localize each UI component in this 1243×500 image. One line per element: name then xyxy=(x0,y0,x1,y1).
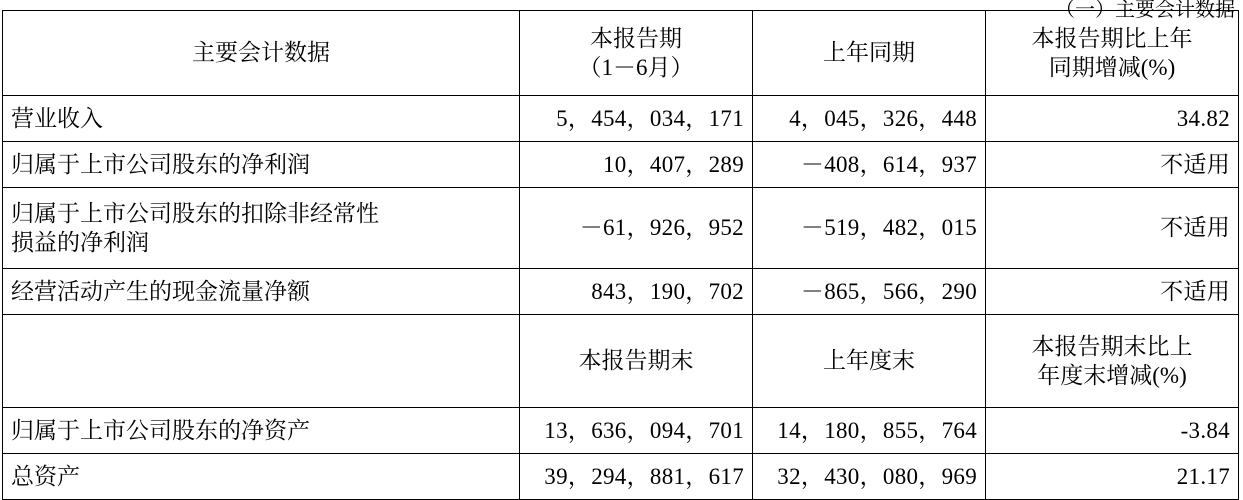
row-change-deducted-net-profit: 不适用 xyxy=(986,188,1239,269)
header-current-endperiod: 本报告期末 xyxy=(520,315,753,408)
financial-data-table xyxy=(2,10,1239,500)
row-prior-revenue: 4，045，326，448 xyxy=(753,96,986,142)
header-change-endperiod-line1: 本报告期末比上 xyxy=(1031,333,1193,359)
header-change-period-line2: 同期增减(%) xyxy=(1048,55,1176,80)
table-row xyxy=(3,408,1239,454)
header-endperiod-blank xyxy=(3,315,520,408)
row-prior-deducted-net-profit: －519，482，015 xyxy=(753,188,986,269)
row-label-deducted-net-profit xyxy=(3,188,520,269)
row-label-net-assets: 归属于上市公司股东的净资产 xyxy=(3,408,520,454)
row-prior-net-profit: －408，614，937 xyxy=(753,142,986,188)
table-row xyxy=(3,188,1239,269)
row-label-total-assets: 总资产 xyxy=(3,454,520,500)
table-header-row-period xyxy=(3,11,1239,96)
row-prior-net-assets: 14，180，855，764 xyxy=(753,408,986,454)
header-current-period-line2: （1－6月） xyxy=(578,55,694,80)
row-current-deducted-net-profit: －61，926，952 xyxy=(520,188,753,269)
row-prior-total-assets: 32，430，080，969 xyxy=(753,454,986,500)
table-row xyxy=(3,454,1239,500)
row-label-deducted-net-profit-line1: 归属于上市公司股东的扣除非经常性 xyxy=(11,200,379,226)
header-change-period xyxy=(986,11,1239,96)
row-change-operating-cashflow: 不适用 xyxy=(986,269,1239,315)
header-change-period-line1: 本报告期比上年 xyxy=(1031,25,1193,51)
row-label-net-profit: 归属于上市公司股东的净利润 xyxy=(3,142,520,188)
row-current-operating-cashflow: 843，190，702 xyxy=(520,269,753,315)
row-label-revenue: 营业收入 xyxy=(3,96,520,142)
header-prior-period: 上年同期 xyxy=(753,11,986,96)
row-current-revenue: 5，454，034，171 xyxy=(520,96,753,142)
table-row xyxy=(3,269,1239,315)
row-change-revenue: 34.82 xyxy=(986,96,1239,142)
section-heading: （一）主要会计数据 xyxy=(1055,0,1235,21)
table-row xyxy=(3,96,1239,142)
row-label-deducted-net-profit-line2: 损益的净利润 xyxy=(11,230,149,255)
row-change-total-assets: 21.17 xyxy=(986,454,1239,500)
table-row xyxy=(3,142,1239,188)
row-current-total-assets: 39，294，881，617 xyxy=(520,454,753,500)
row-change-net-profit: 不适用 xyxy=(986,142,1239,188)
header-prior-endperiod: 上年度末 xyxy=(753,315,986,408)
row-prior-operating-cashflow: －865，566，290 xyxy=(753,269,986,315)
table-header-row-endperiod xyxy=(3,315,1239,408)
row-current-net-profit: 10，407，289 xyxy=(520,142,753,188)
header-change-endperiod xyxy=(986,315,1239,408)
header-change-endperiod-line2: 年度末增减(%) xyxy=(1037,363,1187,388)
row-current-net-assets: 13，636，094，701 xyxy=(520,408,753,454)
row-label-operating-cashflow: 经营活动产生的现金流量净额 xyxy=(3,269,520,315)
header-current-period-line1: 本报告期 xyxy=(590,25,682,51)
header-current-period xyxy=(520,11,753,96)
header-main-label: 主要会计数据 xyxy=(3,11,520,96)
row-change-net-assets: -3.84 xyxy=(986,408,1239,454)
